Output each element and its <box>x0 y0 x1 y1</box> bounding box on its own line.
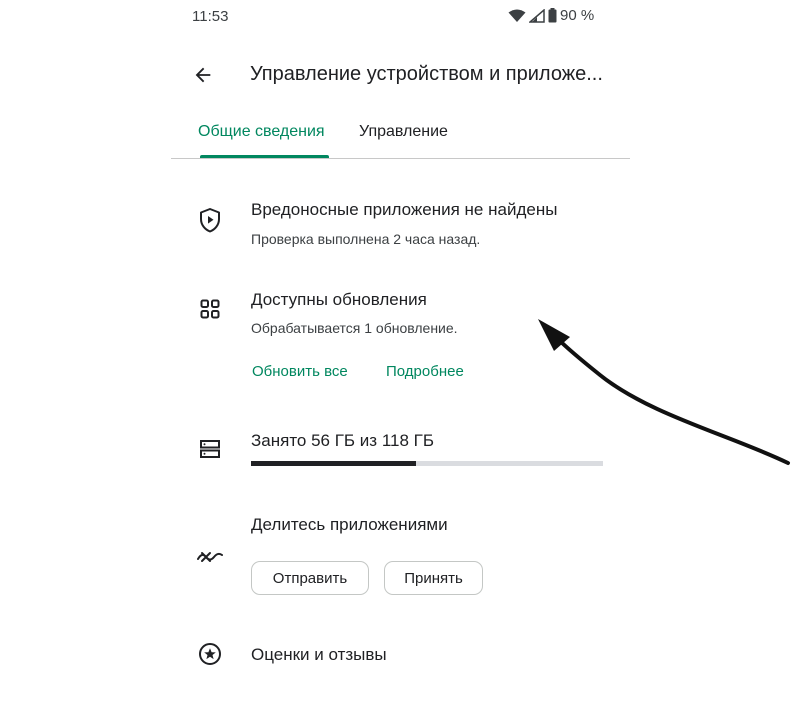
updates-title[interactable]: Доступны обновления <box>251 290 427 309</box>
back-button[interactable] <box>186 58 220 92</box>
details-button[interactable]: Подробнее <box>386 363 464 380</box>
play-protect-shield-icon <box>197 207 223 233</box>
ratings-title[interactable]: Оценки и отзывы <box>251 645 387 664</box>
tab-manage[interactable]: Управление <box>359 123 448 140</box>
signal-icon <box>529 9 545 23</box>
star-circle-icon <box>197 641 223 667</box>
storage-progress-fill <box>251 461 416 466</box>
receive-button[interactable]: Принять <box>384 561 483 595</box>
battery-percent: 90 % <box>560 7 595 24</box>
update-all-button[interactable]: Обновить все <box>252 363 348 380</box>
apps-grid-icon <box>197 296 223 322</box>
tabs-divider <box>171 158 630 159</box>
status-icons <box>508 7 594 24</box>
storage-label[interactable]: Занято 56 ГБ из 118 ГБ <box>251 431 435 450</box>
status-time: 11:53 <box>192 8 229 25</box>
updates-subtitle: Обрабатывается 1 обновление. <box>251 320 458 336</box>
protect-subtitle: Проверка выполнена 2 часа назад. <box>251 231 481 247</box>
tab-overview[interactable]: Общие сведения <box>198 123 325 140</box>
page-title: Управление устройством и приложе... <box>250 63 603 85</box>
arrow-back-icon <box>192 64 214 86</box>
share-nearby-icon <box>197 544 223 570</box>
storage-icon <box>197 436 223 462</box>
battery-icon <box>548 8 557 23</box>
annotation-arrow <box>530 315 800 475</box>
wifi-icon <box>508 9 526 23</box>
share-title: Делитесь приложениями <box>251 515 448 534</box>
send-button[interactable]: Отправить <box>251 561 369 595</box>
protect-title[interactable]: Вредоносные приложения не найдены <box>251 200 558 219</box>
